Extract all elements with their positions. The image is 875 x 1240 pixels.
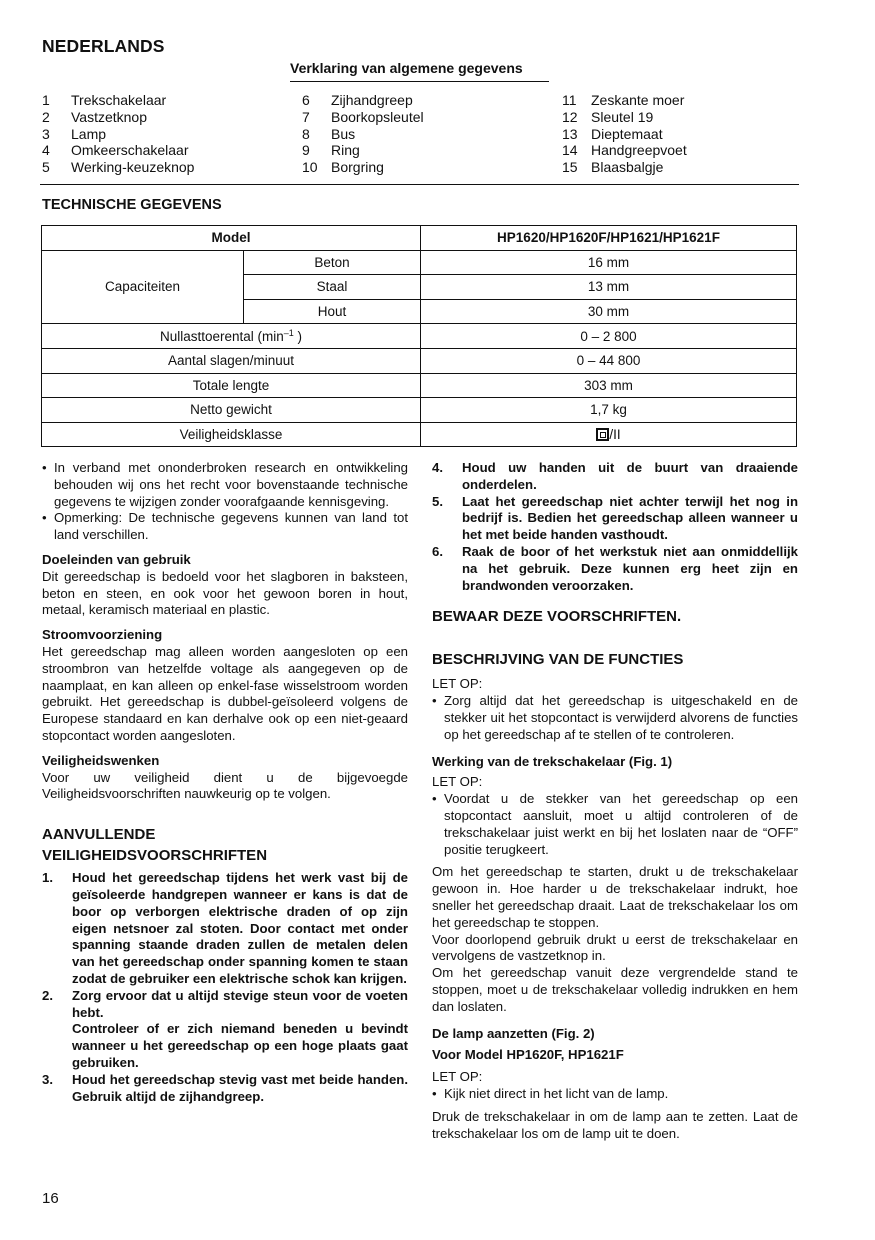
- legend-item: 12 Sleutel 19: [562, 108, 654, 125]
- safety-rule: 1. Houd het gereedschap tijdens het werk vast bij de geïsoleerde handgrepen wanneer er kans is dat de boor op verborgen elektrische draden of op zijn eigen netsnoer zal stoten. Door contact met onder spanning staande draden zullen de metalen delen van het gereedschap onder spanning komen te staan zodat de gebruiker een elektrische schok kan krijgen.: [42, 870, 408, 986]
- safety-rule: 4. Houd uw handen uit de buurt van draaiende onderdelen.: [432, 460, 798, 492]
- model-value: HP1620/HP1620F/HP1621/HP1621F: [421, 226, 797, 251]
- switch-paragraph: Voor doorlopend gebruik drukt u eerst de trekschakelaar en vervolgens de vastzetknop in.: [432, 931, 798, 964]
- legend-item: 6 Zijhandgreep: [302, 92, 413, 108]
- safety-tips-heading: Veiligheidswenken: [42, 752, 160, 768]
- legend-item: 11 Zeskante moer: [562, 92, 685, 108]
- legend-item: 10 Borgring: [302, 159, 384, 176]
- legend-item: 9 Ring: [302, 142, 360, 159]
- note-bullet: • In verband met ononderbroken research en ontwikkeling behouden wij ons het recht voor bovenstaande technische gegevens te wijzigen zonder voorafgaande kennisgeving.: [42, 460, 408, 510]
- lamp-heading: De lamp aanzetten (Fig. 2): [432, 1025, 595, 1041]
- caution-bullet: • Zorg altijd dat het gereedschap is uitgeschakeld en de stekker uit het stopcontact is verwijderd alvorens de functies op het gereedschap af te stellen of te controleren.: [432, 693, 798, 743]
- legend-item: 1 Trekschakelaar: [42, 92, 167, 108]
- tech-specs-table: [41, 225, 797, 447]
- legend-item: 13 Dieptemaat: [562, 125, 663, 142]
- capacity-value: 30 mm: [421, 299, 797, 324]
- table-row: [42, 250, 797, 275]
- safety-class-label: Veiligheidsklasse: [42, 422, 421, 447]
- legend-divider: [40, 184, 799, 185]
- safety-class-value: /II: [421, 422, 797, 447]
- purpose-text: Dit gereedschap is bedoeld voor het slagboren in baksteen, beton en steen, en ook voor het gewoon boren in hout, metaal, keramisch materiaal en plastic.: [42, 568, 408, 618]
- switch-paragraph: Om het gereedschap te starten, drukt u de trekschakelaar gewoon in. Hoe harder u de trekschakelaar indrukt, hoe sneller het gereedschap draait. Laat de trekschakelaar los om het gereedschap te stoppen.: [432, 864, 798, 930]
- legend-column-3: [562, 92, 687, 176]
- table-row: [42, 348, 797, 373]
- legend-title: Verklaring van algemene gegevens: [290, 60, 523, 76]
- legend-item: 5 Werking-keuzeknop: [42, 159, 195, 176]
- table-row: [42, 398, 797, 423]
- legend-column-2: [302, 92, 424, 176]
- capacity-material: Beton: [244, 250, 421, 275]
- noload-speed-label: Nullasttoerental ($\min^{-1}$ ): [42, 324, 421, 349]
- blows-label: Aantal slagen/minuut: [42, 348, 421, 373]
- functions-heading: BESCHRIJVING VAN DE FUNCTIES: [432, 651, 684, 669]
- blows-value: 0 – 44 800: [421, 348, 797, 373]
- legend-item: 4 Omkeerschakelaar: [42, 142, 189, 159]
- legend-item: 15 Blaasbalgje: [562, 159, 664, 176]
- capacity-material: Hout: [244, 299, 421, 324]
- model-label: Model: [42, 226, 421, 251]
- double-insulation-icon: [596, 428, 609, 441]
- table-row: [42, 226, 797, 251]
- caution-bullet: • Kijk niet direct in het licht van de lamp.: [432, 1086, 798, 1103]
- purpose-heading: Doeleinden van gebruik: [42, 551, 191, 567]
- length-value: 303 mm: [421, 373, 797, 398]
- power-heading: Stroomvoorziening: [42, 627, 163, 643]
- caution-bullet: • Voordat u de stekker van het gereedschap op een stopcontact aansluit, moet u altijd controleren of de trekschakelaar juist werkt en bij het loslaten naar de “OFF” positie terugkeert.: [432, 791, 798, 858]
- table-row: [42, 324, 797, 349]
- table-row: [42, 373, 797, 398]
- switch-heading: Werking van de trekschakelaar (Fig. 1): [432, 753, 673, 769]
- lamp-text: Druk de trekschakelaar in om de lamp aan te zetten. Laat de trekschakelaar los om de lamp uit te doen.: [432, 1108, 798, 1141]
- extra-safety-heading: AANVULLENDE VEILIGHEIDSVOORSCHRIFTEN: [42, 826, 268, 865]
- capacity-value: 13 mm: [421, 275, 797, 300]
- page-number: 16: [42, 1190, 59, 1207]
- legend-column-1: [42, 92, 194, 176]
- caution-label: LET OP:: [432, 676, 483, 692]
- lamp-model-heading: Voor Model HP1620F, HP1621F: [432, 1047, 624, 1063]
- legend-item: 8 Bus: [302, 125, 356, 142]
- safety-tips-text: Voor uw veiligheid dient u de bijgevoegde Veiligheidsvoorschriften nauwkeurig op te volgen.: [42, 769, 408, 802]
- note-bullet: • Opmerking: De technische gegevens kunnen van land tot land verschillen.: [42, 510, 408, 544]
- weight-value: 1,7 kg: [421, 398, 797, 423]
- safety-rule: 5. Laat het gereedschap niet achter terwijl het nog in bedrijf is. Bedien het gereedschap alleen wanneer u het met beide handen vasthoudt.: [432, 493, 798, 543]
- legend-item: 3 Lamp: [42, 125, 107, 142]
- safety-rule: 6. Raak de boor of het werkstuk niet aan onmiddellijk na het gebruik. Deze kunnen erg heet zijn en brandwonden veroorzaken.: [432, 543, 798, 593]
- caution-label: LET OP:: [432, 1069, 483, 1085]
- noload-speed-value: 0 – 2 800: [421, 324, 797, 349]
- right-column: [432, 460, 798, 1142]
- safety-rule: 2. Zorg ervoor dat u altijd stevige steun voor de voeten hebt. Controleer of er zich niemand beneden u bevindt wanneer u het gereedschap op een hoge plaats gaat gebruiken.: [42, 987, 408, 1070]
- switch-paragraph: Om het gereedschap vanuit deze vergrendelde stand te stoppen, moet u de trekschakelaar volledig indrukken en hem dan loslaten.: [432, 965, 798, 1014]
- length-label: Totale lengte: [42, 373, 421, 398]
- weight-label: Netto gewicht: [42, 398, 421, 423]
- capacity-material: Staal: [244, 275, 421, 300]
- safety-rule: 3. Houd het gereedschap stevig vast met beide handen. Gebruik altijd de zijhandgreep.: [42, 1071, 408, 1104]
- language-title: NEDERLANDS: [42, 36, 165, 56]
- legend-title-underline: [290, 81, 549, 82]
- power-text: Het gereedschap mag alleen worden aangesloten op een stroombron van hetzelfde voltage als aangegeven op de naamplaat, en kan alleen op enkel-fase wisselstroom worden gebruikt. Het gereedschap is dubbel-geïsoleerd volgens de Europese standaard en kan derhalve ook op een niet-geaard stopcontact worden aangesloten.: [42, 643, 408, 743]
- capacity-value: 16 mm: [421, 250, 797, 275]
- table-row: [42, 422, 797, 447]
- caution-label: LET OP:: [432, 774, 483, 790]
- capacity-label: Capaciteiten: [42, 250, 244, 324]
- save-instructions-heading: BEWAAR DEZE VOORSCHRIFTEN.: [432, 608, 682, 626]
- tech-specs-title: TECHNISCHE GEGEVENS: [42, 197, 222, 213]
- legend-item: 7 Boorkopsleutel: [302, 108, 424, 125]
- legend-item: 2 Vastzetknop: [42, 108, 148, 125]
- legend-item: 14 Handgreepvoet: [562, 142, 687, 159]
- left-column: [42, 460, 408, 1105]
